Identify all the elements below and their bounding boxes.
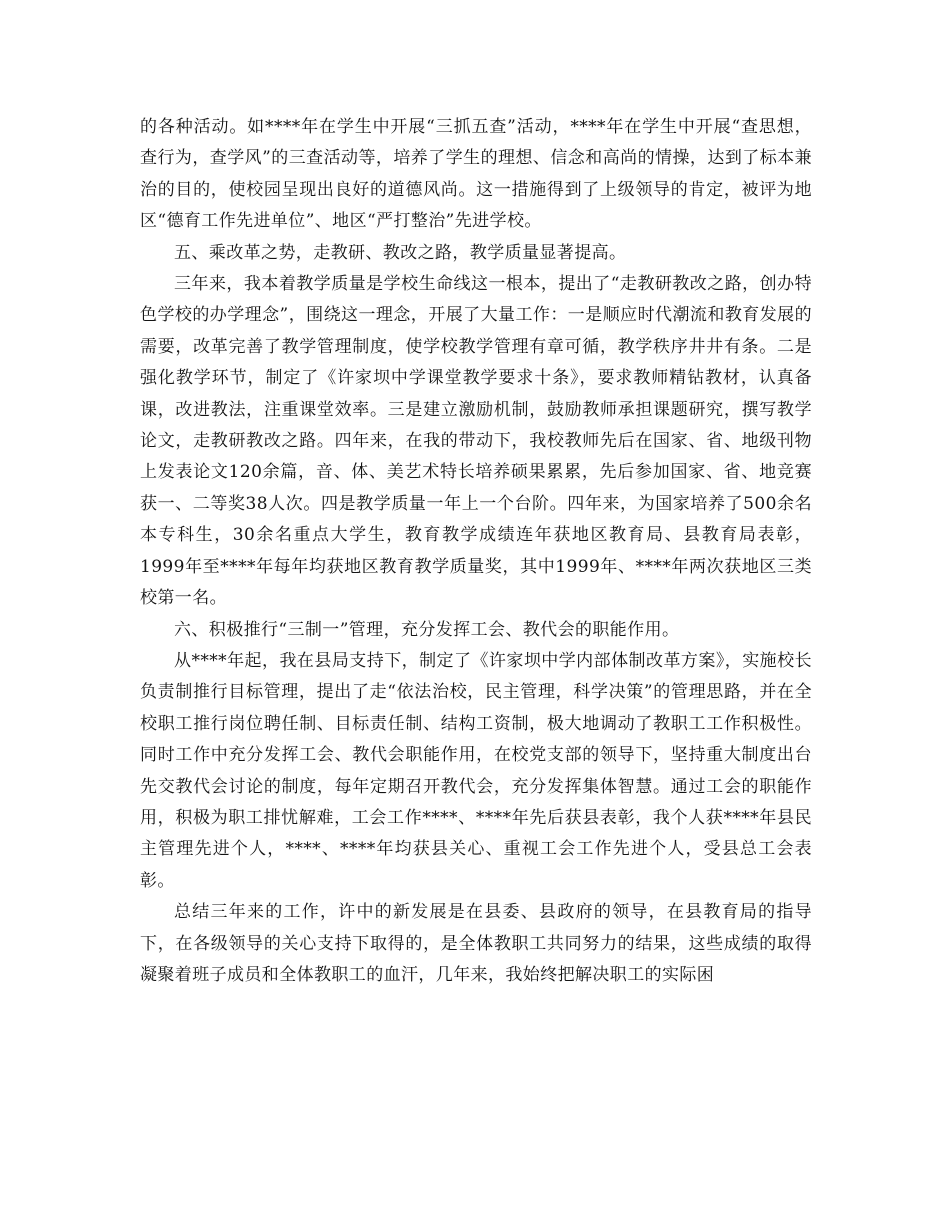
paragraph-management-reform: 从****年起，我在县局支持下，制定了《许家坝中学内部体制改革方案》，实施校长负责制推行目标管理，提出了走“依法治校，民主管理，科学决策”的管理思路，并在全校职工推行岗位聘任制、目标责任制、结构工资制，极大地调动了教职工工作积极性。同时工作中充分发挥工会、教代会职能作用，在校党支部的领导下，坚持重大制度出台先交教代会讨论的制度，每年定期召开教代会，充分发挥集体智慧。通过工会的职能作用，积极为职工排忧解难，工会工作****、****年先后获县表彰，我个人获****年县民主管理先进个人，****、****年均获县关心、重视工会工作先进个人，受县总工会表彰。	[140, 650, 812, 891]
paragraph-summary: 总结三年来的工作，许中的新发展是在县委、县政府的领导，在县教育局的指导下，在各级领导的关心支持下取得的，是全体教职工共同努力的结果，这些成绩的取得凝聚着班子成员和全体教职工的血汗，几年来，我始终把解决职工的实际困	[140, 902, 812, 985]
paragraph-moral-activities: 的各种活动。如****年在学生中开展“三抓五查”活动，****年在学生中开展“查思想，查行为，查学风”的三查活动等，培养了学生的理想、信念和高尚的情操，达到了标本兼治的目的，使校园呈现出良好的道德风尚。这一措施得到了上级领导的肯定，被评为地区“德育工作先进单位”、地区“严打整治”先进学校。	[140, 117, 812, 232]
paragraph-teaching-quality: 三年来，我本着教学质量是学校生命线这一根本，提出了“走教研教改之路，创办特色学校的办学理念”，围绕这一理念，开展了大量工作：一是顺应时代潮流和教育发展的需要，改革完善了教学管理制度，使学校教学管理有章可循，教学秩序井井有条。二是强化教学环节，制定了《许家坝中学课堂教学要求十条》，要求教师精钻教材，认真备课，改进教法，注重课堂效率。三是建立激励机制，鼓励教师承担课题研究，撰写教学论文，走教研教改之路。四年来，在我的带动下，我校教师先后在国家、省、地级刊物上发表论文120余篇，音、体、美艺术特长培养硕果累累，先后参加国家、省、地竞赛获一、二等奖38人次。四是教学质量一年上一个台阶。四年来，为国家培养了500余名本专科生，30余名重点大学生，教育教学成绩连年获地区教育局、县教育局表彰，1999年至****年每年均获地区教育教学质量奖，其中1999年、****年两次获地区三类校第一名。	[140, 274, 812, 609]
heading-section-five: 五、乘改革之势，走教研、教改之路，教学质量显著提高。	[174, 242, 627, 263]
document-page	[140, 112, 812, 991]
heading-section-six: 六、积极推行“三制一”管理，充分发挥工会、教代会的职能作用。	[174, 619, 680, 640]
